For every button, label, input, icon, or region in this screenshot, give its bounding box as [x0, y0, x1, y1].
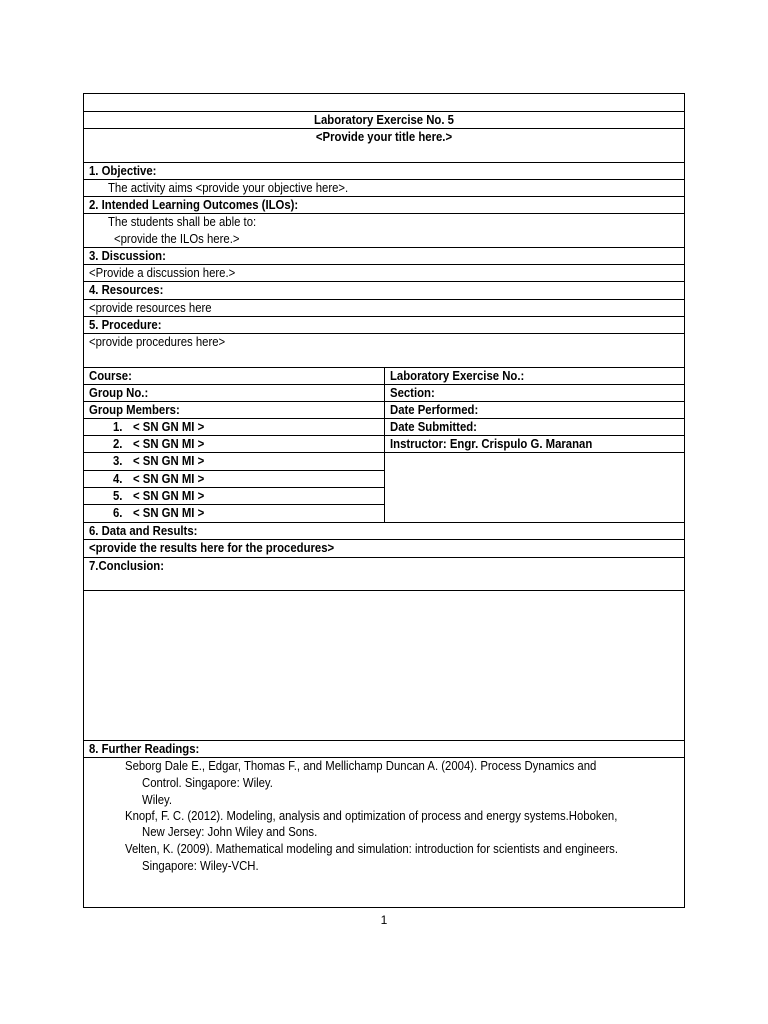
title-placeholder: <Provide your title here.> [315, 129, 453, 144]
lab-no-label: Laboratory Exercise No.: [390, 368, 525, 383]
rule [84, 504, 384, 505]
reference-3-cont: Singapore: Wiley-VCH. [142, 858, 259, 873]
member-number: 6. [113, 505, 123, 520]
reference-1-cont: Wiley. [142, 792, 173, 807]
member-number: 1. [113, 419, 123, 434]
rule [84, 487, 384, 488]
ilos-heading: 2. Intended Learning Outcomes (ILOs): [89, 197, 299, 212]
member-name: < SN GN MI > [133, 488, 205, 503]
rule [84, 162, 684, 163]
resources-heading: 4. Resources: [89, 282, 164, 297]
objective-text: The activity aims <provide your objective here>. [108, 180, 349, 195]
results-heading: 6. Data and Results: [89, 523, 198, 538]
member-name: < SN GN MI > [133, 436, 205, 451]
reference-2-cont: New Jersey: John Wiley and Sons. [142, 824, 318, 839]
member-number: 4. [113, 471, 123, 486]
rule [84, 557, 684, 558]
member-name: < SN GN MI > [133, 505, 205, 520]
group-no-label: Group No.: [89, 385, 149, 400]
rule [84, 316, 684, 317]
member-name: < SN GN MI > [133, 453, 205, 468]
procedure-heading: 5. Procedure: [89, 317, 162, 332]
section-label: Section: [390, 385, 435, 400]
rule [84, 470, 384, 471]
rule [84, 247, 684, 248]
results-text: <provide the results here for the procedures> [89, 540, 335, 555]
member-name: < SN GN MI > [133, 471, 205, 486]
resources-text: <provide resources here [89, 300, 212, 315]
group-members-label: Group Members: [89, 402, 180, 417]
objective-heading: 1. Objective: [89, 163, 157, 178]
member-number: 5. [113, 488, 123, 503]
readings-heading: 8. Further Readings: [89, 741, 200, 756]
discussion-heading: 3. Discussion: [89, 248, 166, 263]
page-number: 1 [380, 913, 388, 927]
rule [84, 590, 684, 591]
reference-1-cont: Control. Singapore: Wiley. [142, 775, 273, 790]
lab-exercise-form [83, 93, 685, 908]
instructor-label: Instructor: Engr. Crispulo G. Maranan [390, 436, 593, 451]
reference-3: Velten, K. (2009). Mathematical modeling and simulation: introduction for scientists and engineers. [125, 841, 618, 856]
reference-2: Knopf, F. C. (2012). Modeling, analysis and optimization of process and energy systems.Hoboken, [125, 808, 618, 823]
discussion-text: <Provide a discussion here.> [89, 265, 236, 280]
conclusion-heading: 7.Conclusion: [89, 558, 164, 573]
course-label: Course: [89, 368, 132, 383]
procedure-text: <provide procedures here> [89, 334, 226, 349]
exercise-title: Laboratory Exercise No. 5 [314, 112, 454, 127]
date-performed-label: Date Performed: [390, 402, 479, 417]
column-divider [384, 367, 385, 522]
member-number: 2. [113, 436, 123, 451]
member-number: 3. [113, 453, 123, 468]
ilos-line2: <provide the ILOs here.> [114, 231, 240, 246]
ilos-line1: The students shall be able to: [108, 214, 257, 229]
date-submitted-label: Date Submitted: [390, 419, 477, 434]
rule [84, 281, 684, 282]
reference-1: Seborg Dale E., Edgar, Thomas F., and Mellichamp Duncan A. (2004). Process Dynamics and [125, 758, 597, 773]
member-name: < SN GN MI > [133, 419, 205, 434]
